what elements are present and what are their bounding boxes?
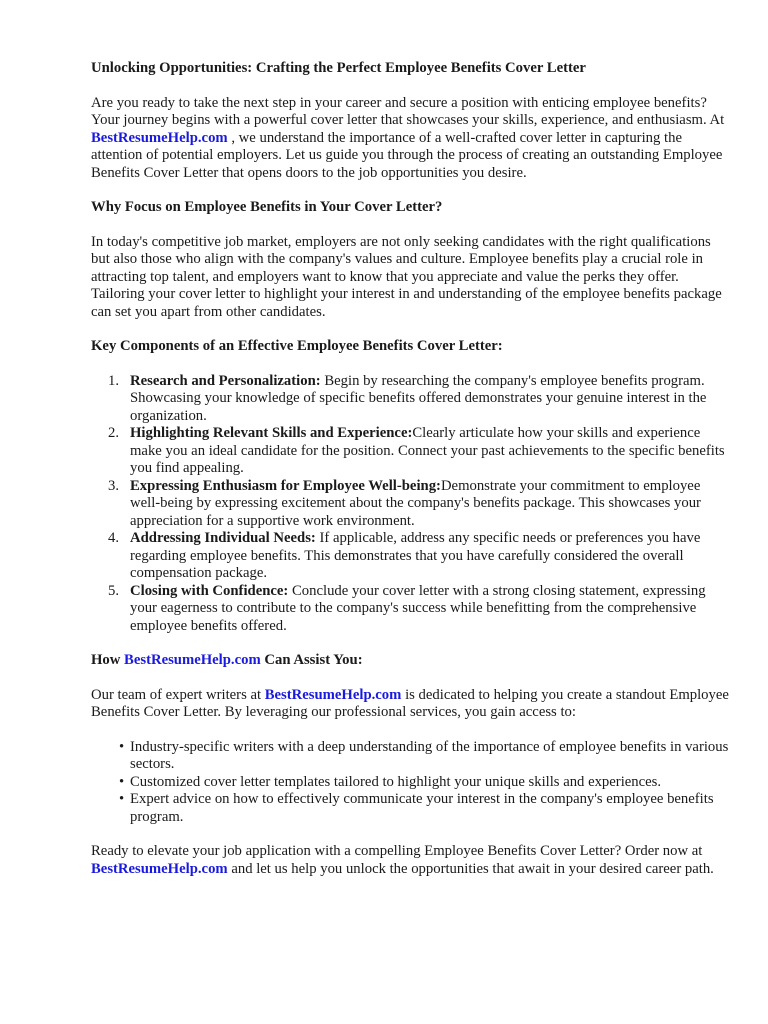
closing-text-post: and let us help you unlock the opportunities that await in your desired career path. [227, 860, 714, 877]
list-number: 4. [108, 530, 120, 546]
key-components-heading: Key Components of an Effective Employee Benefits Cover Letter: [91, 338, 503, 354]
key-component-item [108, 582, 731, 636]
intro-text-2: , we understand the importance of a well-crafted cover letter in capturing the attention of potential employers. Let us guide you through the process of creating an outstanding Employee Benefits Cover Letter that opens doors to the job opportunities you desire. [91, 129, 723, 181]
closing-paragraph [91, 843, 731, 878]
bullet-icon: • [119, 738, 125, 755]
assist-heading-link[interactable]: BestResumeHelp.com [124, 652, 261, 668]
assist-bullet-text: Expert advice on how to effectively communicate your interest in the company's employee benefits program. [130, 791, 714, 825]
key-component-item [108, 425, 731, 478]
key-component-label: Highlighting Relevant Skills and Experience: [130, 425, 413, 441]
key-component-item [108, 530, 731, 583]
assist-text-pre: Our team of expert writers at [91, 686, 265, 703]
why-paragraph: In today's competitive job market, employers are not only seeking candidates with the right qualifications but also those who align with the company's values and culture. Employee benefits play a crucial role in attracting top talent, and employers want to know that you appreciate and value the perks they offer. Tailoring your cover letter to highlight your interest in and understanding of the employee benefits package can set you apart from other candidates. [91, 233, 722, 320]
key-component-text: Conclude your cover letter with a strong closing statement, expressing your eagerness to contribute to the company's success while benefitting from the comprehensive employee benefits offered. [130, 582, 706, 634]
key-component-text: Begin by researching the company's employee benefits program. Showcasing your knowledge of specific benefits offered demonstrates your genuine interest in the organization. [130, 372, 707, 424]
key-component-item [108, 372, 731, 426]
key-component-label: Research and Personalization: [130, 372, 321, 389]
assist-bullet-text: Customized cover letter templates tailored to highlight your unique skills and experiences. [130, 773, 662, 790]
page-title: Unlocking Opportunities: Crafting the Perfect Employee Benefits Cover Letter [91, 60, 586, 76]
assist-heading-pre: How [91, 652, 125, 668]
key-component-label: Expressing Enthusiasm for Employee Well-being: [130, 477, 441, 494]
why-heading: Why Focus on Employee Benefits in Your Cover Letter? [91, 199, 443, 215]
assist-bullet-text: Industry-specific writers with a deep understanding of the importance of employee benefits in various sectors. [130, 738, 729, 772]
key-component-item [108, 477, 731, 531]
intro-text-1: Are you ready to take the next step in your career and secure a position with enticing employee benefits? Your journey begins with a powerful cover letter that showcases your skills, experience, and enthusiasm. At [91, 94, 725, 128]
assist-heading [91, 652, 731, 670]
key-component-label: Closing with Confidence: [130, 582, 289, 599]
key-component-label: Addressing Individual Needs: [130, 530, 316, 546]
key-component-text: Clearly articulate how your skills and experience make you an ideal candidate for the position. Connect your past achievements to the specific benefits you find appealing. [130, 425, 725, 476]
list-number: 5. [108, 582, 120, 599]
bullet-icon: • [119, 791, 125, 807]
list-number: 2. [108, 425, 120, 441]
closing-text-pre: Ready to elevate your job application with a compelling Employee Benefits Cover Letter? Order now at [91, 843, 703, 859]
assist-heading-post: Can Assist You: [260, 652, 363, 668]
assist-bullet-item [119, 738, 731, 774]
assist-text-link[interactable]: BestResumeHelp.com [264, 686, 402, 703]
list-number: 3. [108, 477, 120, 494]
intro-link[interactable]: BestResumeHelp.com [91, 129, 228, 146]
list-number: 1. [108, 372, 120, 389]
closing-link[interactable]: BestResumeHelp.com [91, 860, 228, 877]
assist-bullet-item [119, 773, 731, 792]
assist-bullet-list [91, 739, 731, 827]
assist-bullet-item [119, 791, 731, 826]
key-components-list [91, 373, 731, 636]
assist-text-post: is dedicated to helping you create a standout Employee Benefits Cover Letter. By leveraging our professional services, you gain access to: [91, 686, 729, 720]
key-component-text: If applicable, address any specific needs or preferences you have regarding employee benefits. This demonstrates that you have carefully considered the overall compensation package. [130, 530, 701, 581]
key-component-text: Demonstrate your commitment to employee well-being by expressing excitement about the company's benefits package. This showcases your appreciation for a supportive work environment. [130, 477, 701, 529]
intro-paragraph [91, 95, 731, 183]
assist-paragraph [91, 687, 731, 722]
bullet-icon: • [119, 773, 125, 790]
document-body [91, 60, 731, 878]
